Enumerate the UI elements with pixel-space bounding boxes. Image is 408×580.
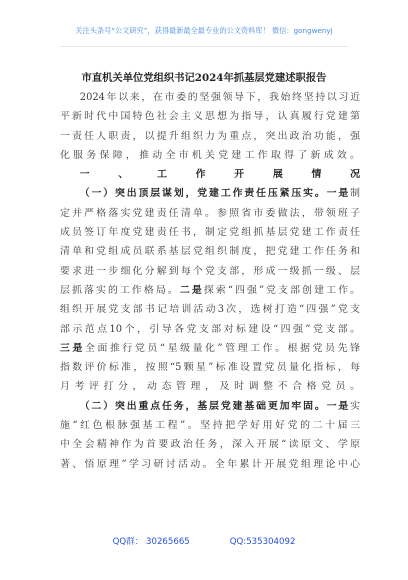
intro-line: 化服务保障，推动全市机关党建工作取得了新成效。: [60, 149, 360, 161]
body-line: 要求进一步细化分解到每个党支部，形成一级抓一级、层: [60, 265, 360, 277]
body-line: 月考评打分，动态管理，及时调整不合格党员。: [60, 381, 360, 393]
body-line: 定并严格落实党建责任清单。参照省市委做法，带领班子: [60, 207, 360, 219]
item-lead: 二是: [179, 284, 204, 296]
body-line: 施“红色根脉强基工程”。坚持把学好用好党的二十届三: [60, 420, 360, 432]
header-note: 关注头条号“公文研究”，获得最新最全最专业的公文资料库！ 微信：gongwenyj: [75, 26, 333, 35]
document-title: 市直机关单位党组织书记2024年抓基层党建述职报告: [81, 72, 327, 84]
body-line: [60, 339, 360, 358]
body-line: 清单和党组成员联系基层党组织制度，把党建工作任务和: [60, 246, 360, 258]
text-fragment: 实: [350, 400, 360, 412]
text-fragment: 制: [350, 188, 360, 200]
intro-line: 平新时代中国特色社会主义思想为指导，认真履行党建第: [60, 111, 360, 123]
body-line: 成员签订年度党建责任书，制定党组抓基层党建工作责任: [60, 227, 360, 239]
subsection-heading-line: [60, 397, 360, 416]
subsection-heading-line: [60, 184, 360, 203]
intro-line: 一责任人职责，以提升组织力为重点，突出政治功能，强: [60, 130, 360, 142]
body-line: 著、悟原理”学习研讨活动。全年累计开展党组理论中心: [60, 458, 360, 470]
body-line: 中全会精神作为首要政治任务，深入开展“读原文、学原: [60, 439, 360, 451]
document-body: [60, 88, 360, 474]
section-heading: 一、工作开展情况: [79, 169, 360, 181]
subsection-heading: （一）突出顶层谋划，党建工作责任压紧压实。: [79, 188, 327, 200]
subsection-lead: 一是: [326, 188, 351, 200]
header-divider: [60, 46, 348, 47]
item-lead: 三是: [60, 342, 85, 354]
subsection-heading: （二）突出重点任务，基层党建基础更加牢固。: [79, 400, 327, 412]
text-fragment: 层抓落实的工作格局。: [60, 284, 180, 296]
text-fragment: 探索“四强”党支部创建工作。: [203, 284, 360, 296]
body-line: 部示范点10个，引导各党支部对标建设“四强”党支部。: [60, 323, 360, 335]
body-line: 组织开展党支部书记培训活动3次，选树打造“四强”党支: [60, 304, 360, 316]
body-line: 指数评价标准，按照“5颗星”标准设置党员量化指标，每: [60, 362, 360, 374]
body-line: [60, 281, 360, 300]
footer-qq-group: QQ群： 30265665: [112, 537, 190, 547]
text-fragment: 全面推行党员“星级量化”管理工作。根据党员先锋: [84, 342, 360, 354]
subsection-lead: 一是: [326, 400, 351, 412]
intro-line: 2024年以来，在市委的坚强领导下，我始终坚持以习近: [79, 92, 360, 103]
footer-qq-number: QQ:535304092: [229, 537, 296, 547]
footer-contact: [0, 535, 408, 547]
